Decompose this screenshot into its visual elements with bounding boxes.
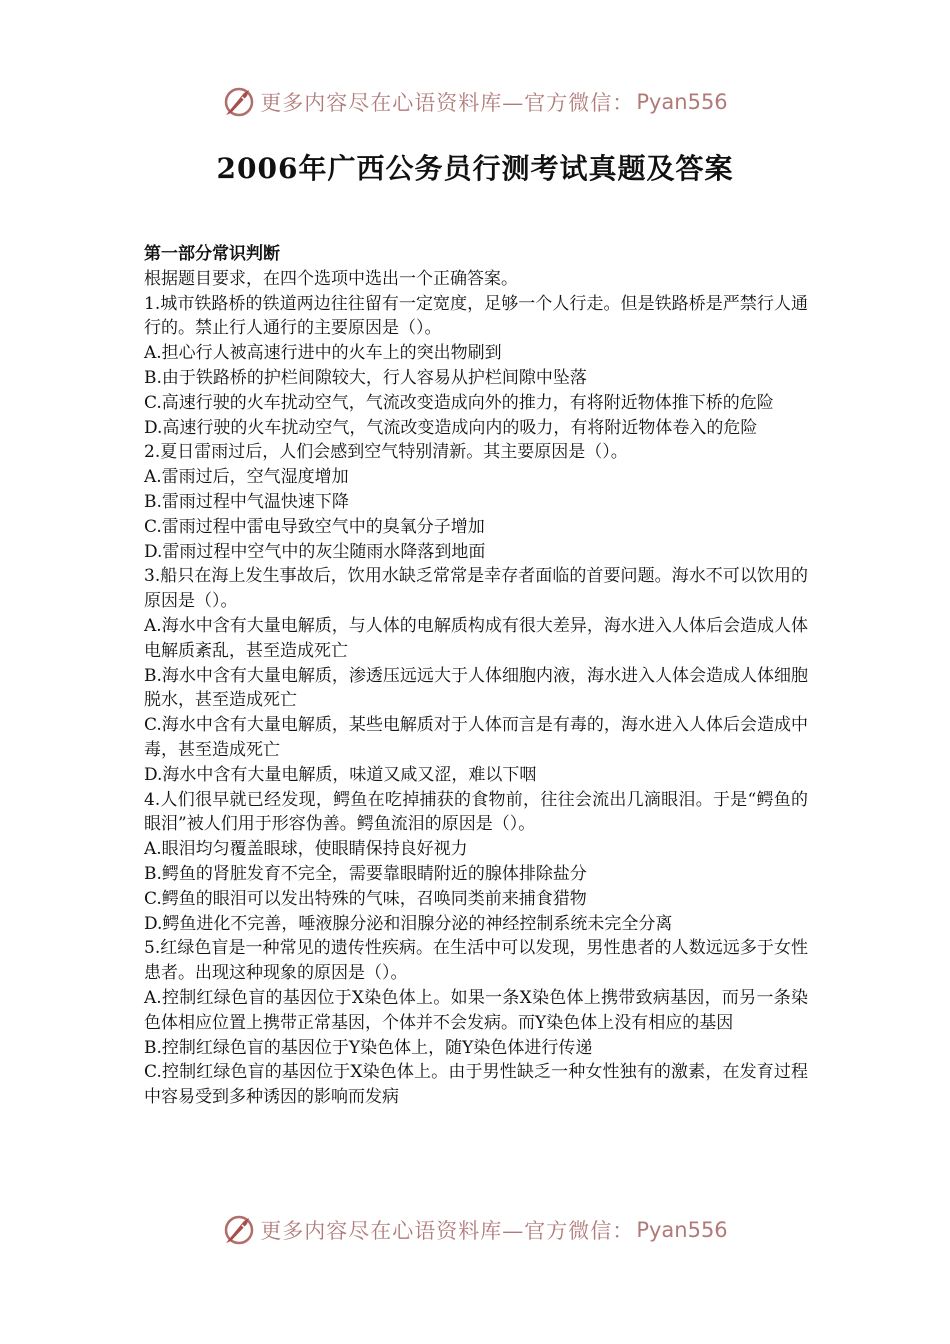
option-3a: A.海水中含有大量电解质，与人体的电解质构成有很大差异，海水进入人体后会造成人体电解质紊乱，甚至造成死亡 bbox=[144, 615, 808, 661]
banner-wechat-id: Pyan556 bbox=[636, 1218, 728, 1242]
option-5b: B.控制红绿色盲的基因位于Y染色体上，随Y染色体进行传递 bbox=[144, 1037, 593, 1058]
option-2c: C.雷雨过程中雷电导致空气中的臭氧分子增加 bbox=[144, 516, 485, 537]
question-2: 2.夏日雷雨过后，人们会感到空气特别清新。其主要原因是（）。 bbox=[144, 442, 628, 463]
option-2a: A.雷雨过后，空气湿度增加 bbox=[144, 467, 349, 488]
question-3: 3.船只在海上发生事故后，饮用水缺乏常常是幸存者面临的首要问题。海水不可以饮用的原因是（）。 bbox=[144, 566, 808, 612]
option-3b: B.海水中含有大量电解质，渗透压远远大于人体细胞内液，海水进入人体会造成人体细胞脱水，甚至造成死亡 bbox=[144, 665, 808, 711]
header-banner bbox=[0, 82, 950, 122]
option-1a: A.担心行人被高速行进中的火车上的突出物刷到 bbox=[144, 343, 502, 364]
question-5: 5.红绿色盲是一种常见的遗传性疾病。在生活中可以发现，男性患者的人数远远多于女性患者。出现这种现象的原因是（）。 bbox=[144, 938, 808, 984]
option-3c: C.海水中含有大量电解质，某些电解质对于人体而言是有毒的，海水进入人体后会造成中毒，甚至造成死亡 bbox=[144, 715, 808, 760]
banner-text: 更多内容尽在心语资料库—官方微信： bbox=[260, 1219, 635, 1243]
option-2b: B.雷雨过程中气温快速下降 bbox=[144, 491, 349, 512]
option-4a: A.眼泪均匀覆盖眼球，使眼睛保持良好视力 bbox=[144, 839, 468, 860]
option-5a: A.控制红绿色盲的基因位于X染色体上。如果一条X染色体上携带致病基因，而另一条染色体相应位置上携带正常基因，个体并不会发病。而Y染色体上没有相应的基因 bbox=[144, 987, 808, 1033]
option-5c: C.控制红绿色盲的基因位于X染色体上。由于男性缺乏一种女性独有的激素，在发育过程中容易受到多种诱因的影响而发病 bbox=[144, 1062, 808, 1108]
question-1: 1.城市铁路桥的铁道两边往往留有一定宽度，足够一个人行走。但是铁路桥是严禁行人通行的。禁止行人通行的主要原因是（）。 bbox=[144, 293, 808, 339]
banner-wechat-id: Pyan556 bbox=[636, 90, 728, 114]
section-heading: 第一部分常识判断 bbox=[144, 244, 280, 264]
question-4: 4.人们很早就已经发现，鳄鱼在吃掉捕获的食物前，往往会流出几滴眼泪。于是“鳄鱼的眼泪”被人们用于形容伪善。鳄鱼流泪的原因是（）。 bbox=[144, 789, 808, 835]
option-2d: D.雷雨过程中空气中的灰尘随雨水降落到地面 bbox=[144, 541, 486, 562]
option-1b: B.由于铁路桥的护栏间隙较大，行人容易从护栏间隙中坠落 bbox=[144, 367, 587, 388]
option-4b: B.鳄鱼的肾脏发育不完全，需要靠眼睛附近的腺体排除盐分 bbox=[144, 863, 587, 884]
option-3d: D.海水中含有大量电解质，味道又咸又涩，难以下咽 bbox=[144, 764, 537, 785]
pen-logo-icon bbox=[222, 1213, 256, 1247]
footer-banner bbox=[0, 1210, 950, 1250]
instructions: 根据题目要求，在四个选项中选出一个正确答案。 bbox=[144, 268, 518, 289]
option-1c: C.高速行驶的火车扰动空气，气流改变造成向外的推力，有将附近物体推下桥的危险 bbox=[144, 392, 774, 413]
pen-logo-icon bbox=[222, 85, 256, 119]
option-1d: D.高速行驶的火车扰动空气，气流改变造成向内的吸力，有将附近物体卷入的危险 bbox=[144, 417, 758, 438]
option-4d: D.鳄鱼进化不完善，唾液腺分泌和泪腺分泌的神经控制系统未完全分离 bbox=[144, 913, 673, 934]
document-body bbox=[144, 242, 808, 1110]
banner-text: 更多内容尽在心语资料库—官方微信： bbox=[260, 91, 635, 115]
option-4c: C.鳄鱼的眼泪可以发出特殊的气味，召唤同类前来捕食猎物 bbox=[144, 888, 587, 909]
document-title: 2006年广西公务员行测考试真题及答案 bbox=[216, 152, 734, 185]
